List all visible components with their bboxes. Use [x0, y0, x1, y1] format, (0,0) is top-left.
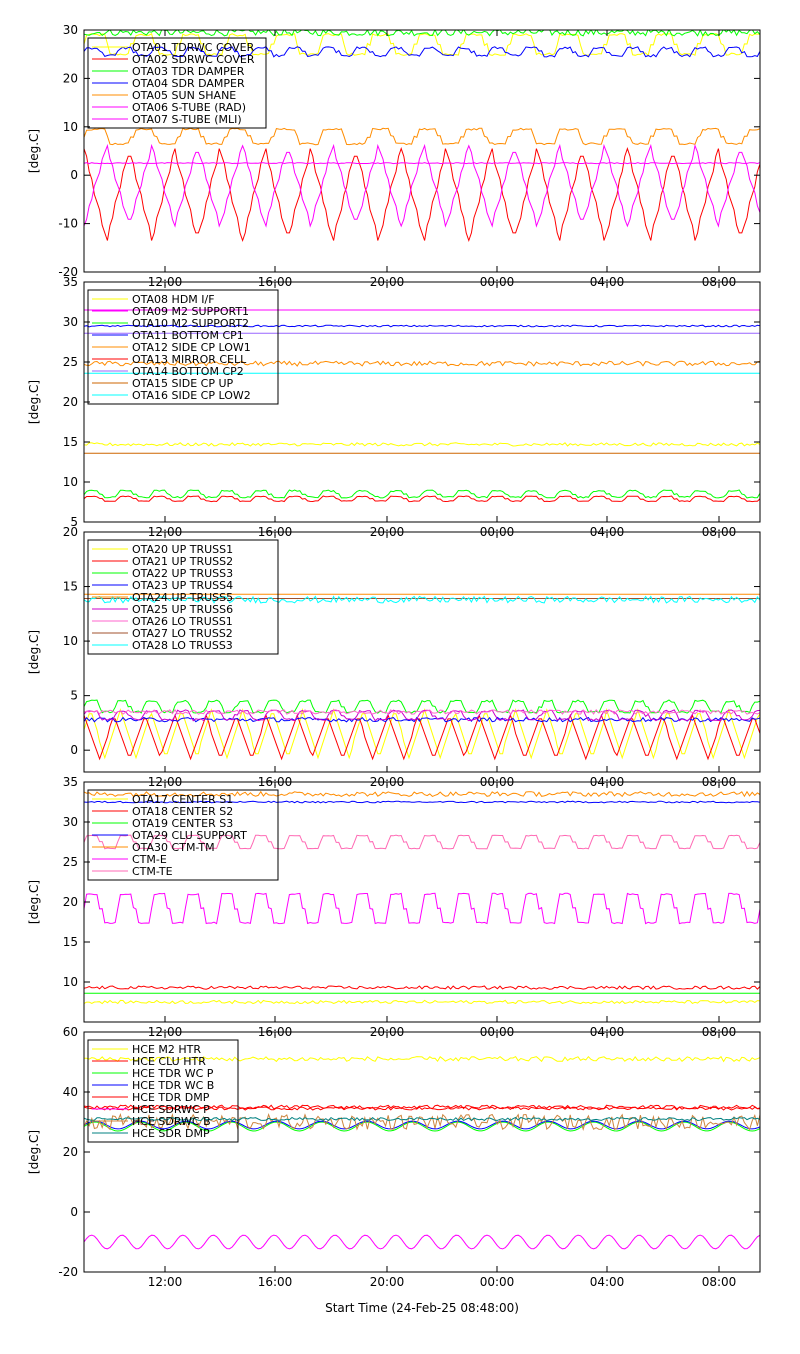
y-tick-label: 25 — [62, 855, 78, 869]
y-tick-label: 20 — [62, 395, 78, 409]
y-tick-label: 15 — [62, 435, 78, 449]
y-tick-label: -20 — [58, 1265, 78, 1279]
x-tick-label: 00:00 — [479, 1275, 515, 1289]
x-tick-label: 04:00 — [589, 1025, 625, 1039]
legend-entry: CTM-E — [132, 853, 167, 866]
x-tick-label: 08:00 — [701, 275, 737, 289]
legend-entry: OTA16 SIDE CP LOW2 — [132, 389, 251, 402]
y-tick-label: 40 — [62, 1085, 78, 1099]
legend-entry: OTA24 UP TRUSS5 — [132, 591, 234, 604]
y-axis-label: [deg.C] — [27, 128, 41, 174]
series-line-2 — [84, 986, 760, 989]
legend-entry: OTA18 CENTER S2 — [132, 805, 234, 818]
legend — [88, 540, 278, 654]
x-tick-label: 12:00 — [147, 1275, 183, 1289]
x-tick-label: 16:00 — [257, 525, 293, 539]
legend-entry: HCE TDR DMP — [132, 1091, 210, 1104]
legend-entry: OTA13 MIRROR CELL — [132, 353, 247, 366]
x-tick-label: 00:00 — [479, 775, 515, 789]
series-line-1 — [84, 443, 760, 446]
legend-entry: OTA09 M2 SUPPORT1 — [132, 305, 250, 318]
panel-5 — [27, 1025, 760, 1289]
legend-entry: OTA03 TDR DAMPER — [132, 65, 245, 78]
y-tick-label: 30 — [62, 23, 78, 37]
y-tick-label: 0 — [70, 168, 78, 183]
legend-entry: OTA07 S-TUBE (MLI) — [132, 113, 242, 126]
legend — [88, 790, 278, 880]
legend — [88, 38, 266, 128]
legend-entry: OTA01 TDRWC COVER — [132, 41, 255, 54]
x-tick-label: 08:00 — [701, 1275, 737, 1289]
y-axis-label: [deg.C] — [27, 879, 41, 925]
x-tick-label: 16:00 — [257, 775, 293, 789]
legend-entry: OTA04 SDR DAMPER — [132, 77, 245, 90]
y-tick-label: 0 — [70, 1205, 78, 1219]
y-axis-label: [deg.C] — [27, 629, 41, 675]
series-line-6 — [84, 1235, 760, 1249]
x-tick-label: 12:00 — [147, 525, 183, 539]
series-line-6 — [84, 893, 760, 923]
legend-entry: OTA14 BOTTOM CP2 — [132, 365, 244, 378]
legend-entry: OTA29 CLU SUPPORT — [132, 829, 247, 842]
x-tick-label: 20:00 — [369, 525, 405, 539]
legend-entry: OTA10 M2 SUPPORT2 — [132, 317, 250, 330]
series-line-6 — [84, 496, 760, 502]
legend-entry: HCE SDRWC P — [132, 1103, 210, 1116]
x-tick-label: 20:00 — [369, 775, 405, 789]
x-tick-label: 08:00 — [701, 775, 737, 789]
legend-entry: OTA21 UP TRUSS2 — [132, 555, 234, 568]
y-axis-label: [deg.C] — [27, 1129, 41, 1175]
legend-entry: HCE CLU HTR — [132, 1055, 206, 1068]
legend-entry: OTA17 CENTER S1 — [132, 793, 234, 806]
legend-entry: OTA25 UP TRUSS6 — [132, 603, 234, 616]
legend-entry: OTA26 LO TRUSS1 — [132, 615, 233, 628]
y-tick-label: 25 — [62, 355, 78, 369]
x-tick-label: 20:00 — [369, 1025, 405, 1039]
panel-1 — [27, 23, 760, 289]
series-line-2 — [84, 149, 760, 241]
legend-entry: OTA19 CENTER S3 — [132, 817, 234, 830]
x-tick-label: 04:00 — [589, 775, 625, 789]
legend — [88, 290, 278, 404]
x-tick-label: 16:00 — [257, 1025, 293, 1039]
legend-entry: HCE SDRWC B — [132, 1115, 211, 1128]
series-line-1 — [84, 710, 760, 758]
legend-entry: HCE SDR DMP — [132, 1127, 210, 1140]
x-tick-label: 12:00 — [147, 275, 183, 289]
y-tick-label: 10 — [62, 634, 78, 649]
legend-entry: OTA20 UP TRUSS1 — [132, 543, 234, 556]
y-tick-label: 35 — [62, 775, 78, 789]
legend-entry: OTA15 SIDE CP UP — [132, 377, 234, 390]
x-tick-label: 16:00 — [257, 275, 293, 289]
legend-entry: HCE M2 HTR — [132, 1043, 202, 1056]
y-tick-label: 5 — [70, 515, 78, 529]
x-tick-label: 00:00 — [479, 1025, 515, 1039]
y-tick-label: -20 — [58, 265, 78, 279]
x-tick-label: 04:00 — [589, 525, 625, 539]
x-tick-label: 04:00 — [589, 1275, 625, 1289]
x-tick-label: 20:00 — [369, 275, 405, 289]
series-line-5 — [84, 128, 760, 144]
x-tick-label: 12:00 — [147, 1025, 183, 1039]
x-tick-label: 08:00 — [701, 525, 737, 539]
x-tick-label: 12:00 — [147, 775, 183, 789]
y-tick-label: 60 — [62, 1025, 78, 1039]
x-tick-label: 08:00 — [701, 1025, 737, 1039]
y-tick-label: 0 — [70, 743, 78, 758]
y-tick-label: -10 — [58, 216, 78, 231]
x-axis-label: Start Time (24-Feb-25 08:48:00) — [325, 1301, 519, 1315]
y-tick-label: 30 — [62, 815, 78, 829]
x-tick-label: 20:00 — [369, 1275, 405, 1289]
y-tick-label: 10 — [62, 475, 78, 489]
legend-entry: OTA22 UP TRUSS3 — [132, 567, 234, 580]
legend-entry: OTA11 BOTTOM CP1 — [132, 329, 244, 342]
x-tick-label: 00:00 — [479, 275, 515, 289]
legend-entry: OTA28 LO TRUSS3 — [132, 639, 233, 652]
legend-entry: OTA12 SIDE CP LOW1 — [132, 341, 251, 354]
legend-entry: OTA05 SUN SHANE — [132, 89, 237, 102]
panel-3 — [27, 525, 760, 789]
y-tick-label: 20 — [62, 1145, 78, 1159]
legend-entry: OTA30 CTM-TM — [132, 841, 215, 854]
series-line-6 — [84, 163, 760, 164]
y-tick-label: 5 — [70, 688, 78, 703]
legend-entry: OTA23 UP TRUSS4 — [132, 579, 234, 592]
y-tick-label: 15 — [62, 935, 78, 949]
panel-2 — [27, 275, 760, 539]
series-line-1 — [84, 1000, 760, 1003]
y-tick-label: 30 — [62, 315, 78, 329]
legend-entry: CTM-TE — [132, 865, 173, 878]
x-tick-label: 16:00 — [257, 1275, 293, 1289]
legend-entry: HCE TDR WC B — [132, 1079, 215, 1092]
legend-entry: OTA08 HDM I/F — [132, 293, 215, 306]
panel-4 — [27, 775, 760, 1039]
y-tick-label: 20 — [62, 71, 78, 86]
legend-entry: OTA27 LO TRUSS2 — [132, 627, 233, 640]
y-tick-label: 20 — [62, 525, 78, 539]
legend-entry: HCE TDR WC P — [132, 1067, 214, 1080]
series-line-3 — [84, 490, 760, 498]
legend-entry: OTA02 SDRWC COVER — [132, 53, 255, 66]
y-tick-label: 10 — [62, 975, 78, 989]
y-axis-label: [deg.C] — [27, 379, 41, 425]
y-tick-label: 35 — [62, 275, 78, 289]
y-tick-label: 10 — [62, 119, 78, 134]
y-tick-label: 15 — [62, 579, 78, 594]
y-tick-label: 20 — [62, 895, 78, 909]
series-line-7 — [84, 146, 760, 226]
x-tick-label: 00:00 — [479, 525, 515, 539]
legend-entry: OTA06 S-TUBE (RAD) — [132, 101, 247, 114]
x-tick-label: 04:00 — [589, 275, 625, 289]
